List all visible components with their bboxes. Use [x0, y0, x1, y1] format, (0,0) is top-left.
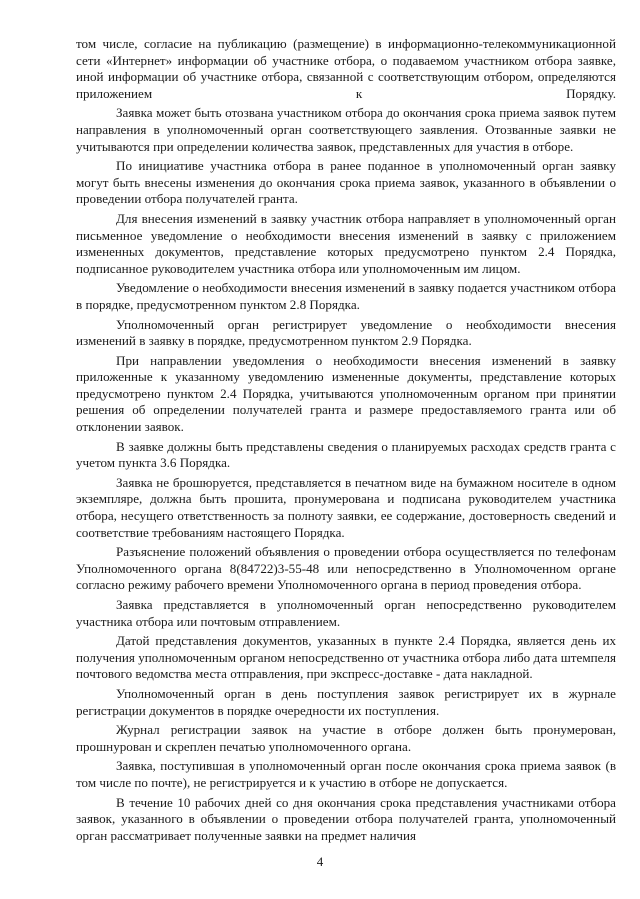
paragraph-16: В течение 10 рабочих дней со дня окончания срока представления участниками отбора заявок, указанного в объявлении о проведении отбора получателей гранта, уполномоченный орган рассматривает полученные заявки на предмет наличия — [76, 794, 616, 843]
document-page — [76, 36, 616, 847]
paragraph-5: Уведомление о необходимости внесения изменений в заявку подается участником отбора в порядке, предусмотренном пунктом 2.8 Порядка. — [76, 280, 616, 312]
paragraph-14: Журнал регистрации заявок на участие в отборе должен быть пронумерован, прошнурован и скреплен печатью уполномоченного органа. — [76, 722, 616, 754]
paragraph-2: Заявка может быть отозвана участником отбора до окончания срока приема заявок путем направления в уполномоченный орган соответствующего заявления. Отозванные заявки не учитываются при определении количества заявок, представленных для участия в отборе. — [76, 105, 616, 154]
paragraph-6: Уполномоченный орган регистрирует уведомление о необходимости внесения изменений в заявку в порядке, предусмотренном пунктом 2.9 Порядка. — [76, 316, 616, 349]
page-number: 4 — [316, 854, 324, 869]
paragraph-4: Для внесения изменений в заявку участник отбора направляет в уполномоченный орган письменное уведомление о необходимости внесения изменений в заявку с приложением измененных документов, представление которых предусмотрено пунктом 2.4 Порядка, подписанное руководителем участника отбора или уполномоченным им лицом. — [76, 210, 616, 276]
paragraph-1: том числе, согласие на публикацию (размещение) в информационно-телекоммуникационной сети «Интернет» информации об участнике отбора, о подаваемом участником отбора заявке, иной информации об участнике отбора, связанной с соответствующим отбором, определяются приложением к Порядку. — [76, 36, 616, 101]
paragraph-9: Заявка не брошюруется, представляется в печатном виде на бумажном носителе в одном экземпляре, должна быть прошита, пронумерована и подписана руководителем участника отбора, несущего ответственность за полноту заявки, ее содержание, достоверность сведений и соответствие требованиям настоящего Порядка. — [76, 474, 616, 540]
paragraph-15: Заявка, поступившая в уполномоченный орган после окончания срока приема заявок (в том числе по почте), не регистрируется и к участию в отборе не допускается. — [76, 758, 616, 790]
paragraph-8: В заявке должны быть представлены сведения о планируемых расходах средств гранта с учетом пункта 3.6 Порядка. — [76, 438, 616, 471]
paragraph-13: Уполномоченный орган в день поступления заявок регистрирует их в журнале регистрации документов в порядке очередности их поступления. — [76, 685, 616, 718]
paragraph-3: По инициативе участника отбора в ранее поданное в уполномоченный орган заявку могут быть внесены изменения до окончания срока приема заявок, указанного в объявлении о проведении отбора получателей гранта. — [76, 158, 616, 207]
paragraph-12: Датой представления документов, указанных в пункте 2.4 Порядка, является день их получения уполномоченным органом непосредственно от участника отбора либо дата штемпеля почтового ведомства места отправления, при экспресс-доставке - дата накладной. — [76, 633, 616, 682]
paragraph-11: Заявка представляется в уполномоченный орган непосредственно руководителем участника отбора или почтовым отправлением. — [76, 597, 616, 629]
paragraph-7: При направлении уведомления о необходимости внесения изменений в заявку приложенные к указанному уведомлению измененные документы, представление которых предусмотрено пунктом 2.4 Порядка, учитываются уполномоченным органом при принятии решения об определении получателей гранта и размере предоставляемого гранта или об отклонении заявок. — [76, 352, 616, 435]
paragraph-10: Разъяснение положений объявления о проведении отбора осуществляется по телефонам Уполномоченного органа 8(84722)3-55-48 или непосредственно в Уполномоченном органе согласно режиму рабочего времени Уполномоченного органа в период проведения отбора. — [76, 544, 616, 593]
